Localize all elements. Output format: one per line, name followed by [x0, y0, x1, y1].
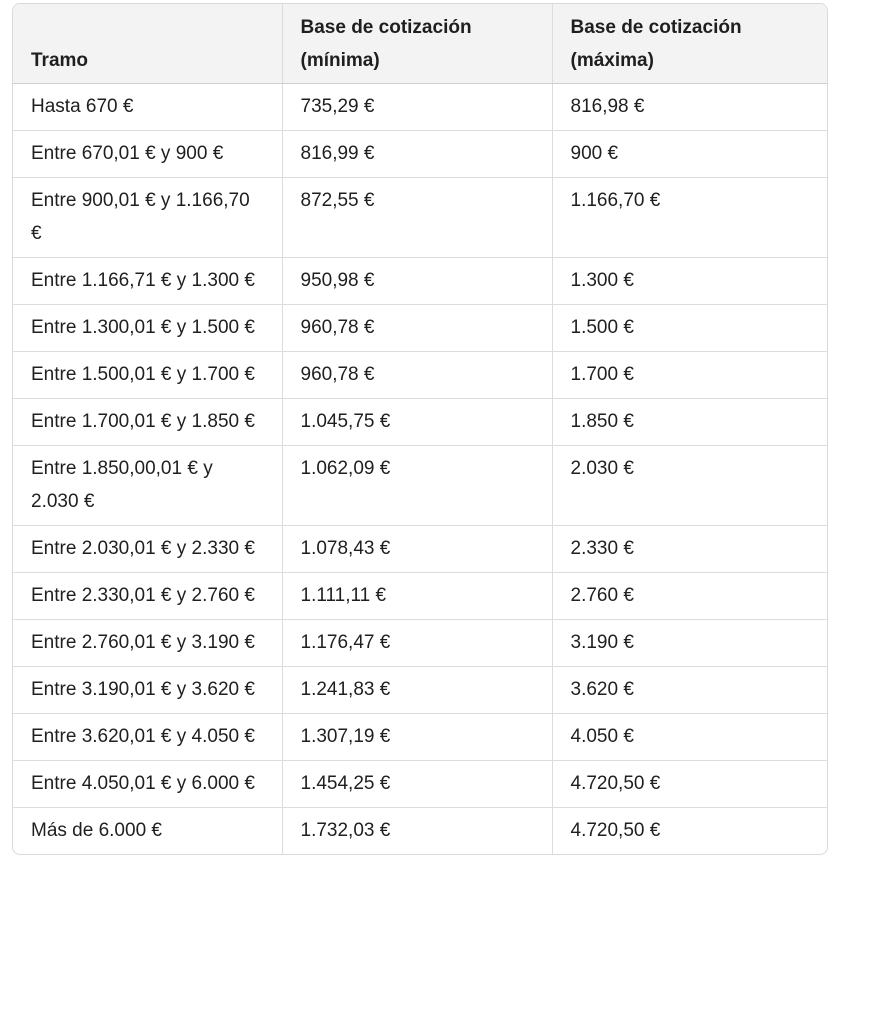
table-row [13, 445, 827, 525]
cell-base-minima: 1.062,09 € [282, 445, 552, 525]
cell-base-maxima: 3.620 € [552, 666, 827, 713]
table-row [13, 525, 827, 572]
cell-base-minima: 1.078,43 € [282, 525, 552, 572]
cell-base-maxima: 1.850 € [552, 398, 827, 445]
table-row [13, 572, 827, 619]
contribution-bases-table [12, 3, 828, 855]
header-tramo: Tramo [13, 4, 282, 83]
table-row [13, 666, 827, 713]
cell-base-maxima: 4.720,50 € [570, 819, 661, 841]
cell-tramo: Entre 1.300,01 € y 1.500 € [13, 304, 282, 351]
cell-base-minima: 735,29 € [282, 83, 552, 130]
cell-base-minima: 1.241,83 € [282, 666, 552, 713]
cell-tramo: Entre 4.050,01 € y 6.000 € [13, 760, 282, 807]
cell-base-maxima: 1.700 € [552, 351, 827, 398]
cell-base-maxima: 1.500 € [552, 304, 827, 351]
cell-base-minima: 872,55 € [282, 177, 552, 257]
table-row [13, 398, 827, 445]
cell-base-minima: 816,99 € [282, 130, 552, 177]
cell-tramo: Hasta 670 € [13, 83, 282, 130]
cell-base-maxima: 4.050 € [552, 713, 827, 760]
cell-tramo: Entre 1.850,00,01 € y 2.030 € [13, 445, 282, 525]
cell-tramo: Entre 3.190,01 € y 3.620 € [13, 666, 282, 713]
cell-base-maxima: 816,98 € [552, 83, 827, 130]
cell-base-minima: 1.176,47 € [282, 619, 552, 666]
cell-base-maxima: 1.300 € [552, 257, 827, 304]
table-row [13, 619, 827, 666]
cell-base-maxima: 2.030 € [552, 445, 827, 525]
table-row [13, 304, 827, 351]
header-row [13, 4, 827, 83]
cell-base-maxima: 1.166,70 € [552, 177, 827, 257]
table-row [13, 83, 827, 130]
table-row [13, 807, 827, 854]
table-row [13, 351, 827, 398]
table-row [13, 130, 827, 177]
cell-tramo: Entre 1.500,01 € y 1.700 € [13, 351, 282, 398]
cell-base-minima: 960,78 € [282, 304, 552, 351]
table-body [13, 83, 827, 854]
cell-base-minima: 1.732,03 € [282, 807, 552, 854]
cell-tramo: Más de 6.000 € [13, 807, 282, 854]
cell-base-minima: 1.307,19 € [282, 713, 552, 760]
cell-base-maxima: 4.720,50 € [552, 760, 827, 807]
table-row [13, 760, 827, 807]
cell-base-minima: 960,78 € [282, 351, 552, 398]
table-row [13, 713, 827, 760]
cell-base-maxima: 900 € [552, 130, 827, 177]
cell-tramo: Entre 900,01 € y 1.166,70 € [13, 177, 282, 257]
cell-tramo: Entre 1.700,01 € y 1.850 € [13, 398, 282, 445]
cell-tramo: Entre 3.620,01 € y 4.050 € [13, 713, 282, 760]
cell-base-maxima: 3.190 € [552, 619, 827, 666]
cell-tramo: Entre 2.760,01 € y 3.190 € [13, 619, 282, 666]
cell-base-minima: 1.454,25 € [282, 760, 552, 807]
cell-base-minima: 1.111,11 € [282, 572, 552, 619]
cell-base-minima: 1.045,75 € [282, 398, 552, 445]
cell-tramo: Entre 1.166,71 € y 1.300 € [13, 257, 282, 304]
cell-base-maxima: 2.330 € [552, 525, 827, 572]
cell-base-minima: 950,98 € [282, 257, 552, 304]
cell-tramo: Entre 2.030,01 € y 2.330 € [13, 525, 282, 572]
cell-base-maxima: 2.760 € [552, 572, 827, 619]
header-base-minima: Base de cotización (mínima) [282, 4, 552, 83]
table-row [13, 257, 827, 304]
data-table [13, 4, 827, 854]
cell-tramo: Entre 670,01 € y 900 € [13, 130, 282, 177]
header-base-maxima: Base de cotización (máxima) [552, 4, 827, 83]
table-row [13, 177, 827, 257]
table-header [13, 4, 827, 83]
cell-tramo: Entre 2.330,01 € y 2.760 € [13, 572, 282, 619]
